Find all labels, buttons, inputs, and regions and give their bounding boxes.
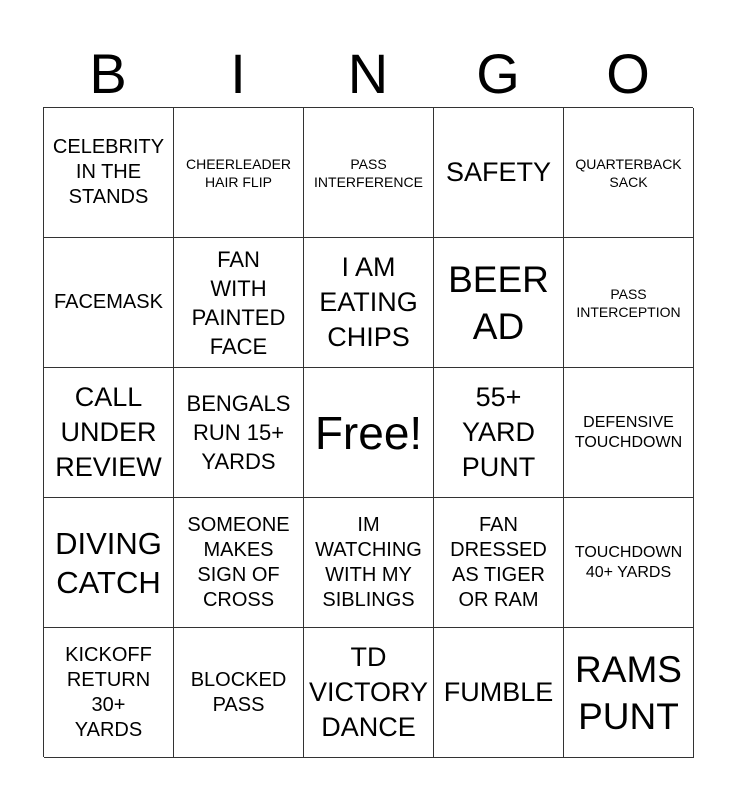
cell-label: TOUCHDOWN 40+ YARDS — [574, 543, 683, 581]
free-space-cell[interactable] — [304, 368, 434, 498]
cell-label: FAN DRESSED AS TIGER OR RAM — [450, 513, 547, 611]
cell-label: PASS INTERCEPTION — [576, 285, 681, 320]
cell-label: I AM EATING CHIPS — [319, 252, 418, 352]
bingo-cell[interactable] — [44, 368, 174, 498]
cell-label: SOMEONE MAKES SIGN OF CROSS — [187, 513, 290, 611]
cell-label: BLOCKED PASS — [190, 668, 287, 716]
cell-label: 55+ YARD PUNT — [461, 382, 536, 482]
cell-label: BENGALS RUN 15+ YARDS — [186, 391, 291, 474]
bingo-cell[interactable] — [174, 238, 304, 368]
bingo-cell[interactable] — [434, 238, 564, 368]
bingo-cell[interactable] — [44, 238, 174, 368]
bingo-cell[interactable] — [434, 368, 564, 498]
cell-label: DEFENSIVE TOUCHDOWN — [574, 413, 683, 451]
header-letter-i: I — [230, 42, 246, 105]
cell-label: QUARTERBACK SACK — [575, 155, 682, 190]
cell-label: IM WATCHING WITH MY SIBLINGS — [315, 513, 422, 611]
free-space-label: Free! — [314, 406, 423, 459]
bingo-cell[interactable] — [434, 628, 564, 758]
cell-label: FUMBLE — [443, 677, 554, 707]
bingo-board — [43, 107, 693, 757]
bingo-cell[interactable] — [174, 628, 304, 758]
bingo-cell[interactable] — [564, 498, 694, 628]
cell-label: BEER AD — [448, 258, 549, 347]
cell-label: CELEBRITY IN THE STANDS — [52, 136, 165, 208]
bingo-cell[interactable] — [304, 238, 434, 368]
header-letter-o: O — [606, 42, 650, 105]
header-letter-n: N — [347, 42, 389, 105]
bingo-cell[interactable] — [304, 498, 434, 628]
bingo-cell[interactable] — [174, 368, 304, 498]
bingo-cell[interactable] — [304, 108, 434, 238]
bingo-cell[interactable] — [174, 498, 304, 628]
bingo-cell[interactable] — [44, 628, 174, 758]
cell-label: PASS INTERFERENCE — [314, 155, 423, 190]
bingo-cell[interactable] — [434, 108, 564, 238]
bingo-cell[interactable] — [304, 628, 434, 758]
cell-label: FAN WITH PAINTED FACE — [191, 246, 286, 359]
cell-label: CHEERLEADER HAIR FLIP — [185, 155, 292, 190]
bingo-cell[interactable] — [434, 498, 564, 628]
cell-label: CALL UNDER REVIEW — [55, 382, 162, 482]
bingo-cell[interactable] — [564, 238, 694, 368]
bingo-cell[interactable] — [44, 498, 174, 628]
cell-label: FACEMASK — [54, 291, 163, 313]
bingo-cell[interactable] — [44, 108, 174, 238]
header-letter-b: B — [89, 42, 127, 105]
bingo-cell[interactable] — [564, 628, 694, 758]
cell-label: SAFETY — [445, 157, 552, 187]
bingo-cell[interactable] — [564, 108, 694, 238]
bingo-cell[interactable] — [174, 108, 304, 238]
cell-label: RAMS PUNT — [575, 648, 682, 737]
cell-label: DIVING CATCH — [55, 525, 162, 600]
header-letter-g: G — [476, 42, 520, 105]
cell-label: KICKOFF RETURN 30+ YARDS — [65, 643, 152, 741]
bingo-cell[interactable] — [564, 368, 694, 498]
cell-label: TD VICTORY DANCE — [308, 642, 429, 742]
bingo-header — [43, 40, 693, 108]
